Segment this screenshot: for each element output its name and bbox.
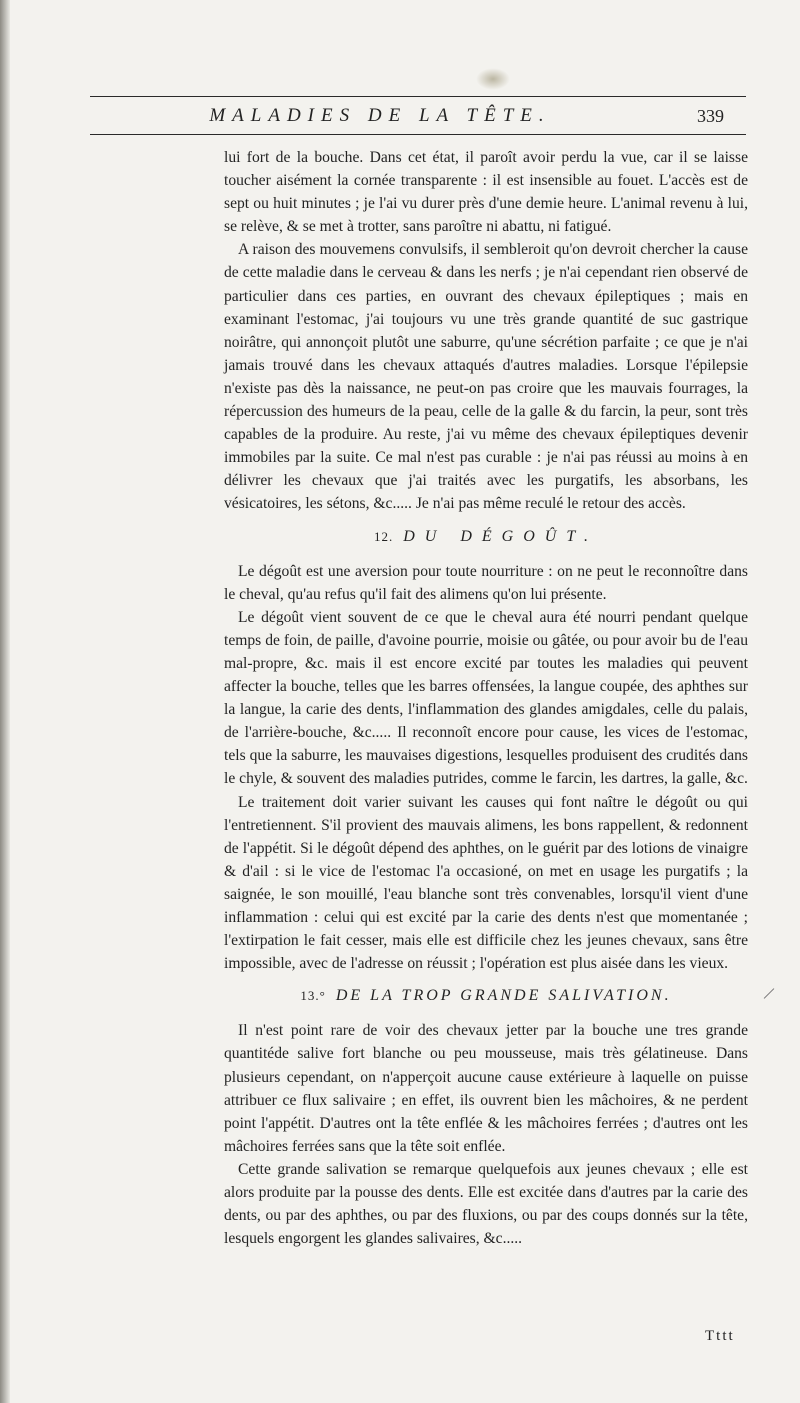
header-underline [90, 134, 746, 135]
section-number: 13.° [300, 988, 326, 1004]
section-number: 12. [373, 528, 394, 544]
section-title: DU DÉGOÛT. [403, 527, 599, 545]
margin-mark [764, 988, 775, 999]
paragraph: Cette grande salivation se remarque quelquefois aux jeunes chevaux ; elle est alors produite par la pousse des dents. Elle est excitée dans d'autres par la carie des dents, ou par des aphthes, ou par des fluxions, ou par des coups donnés sur la tête, lesquels engorgent les glandes salivaires, &c..... [224, 1160, 748, 1248]
page-gutter-shadow [0, 0, 10, 1403]
paragraph: Le dégoût est une aversion pour toute nourriture : on ne peut le reconnoître dans le cheval, qu'au refus qu'il fait des alimens qu'on lui présente. [224, 562, 748, 603]
top-rule [90, 96, 746, 97]
paragraph: lui fort de la bouche. Dans cet état, il paroît avoir perdu la vue, car il se laisse toucher aisément la cornée transparente : il est insensible au fouet. L'accès est de sept ou huit minutes ; je l'ai vu durer près d'une demie heure. L'animal revenu à lui, se relève, & se met à trotter, sans paroître ni abattu, ni fatigué. [224, 149, 748, 236]
paragraph: Le traitement doit varier suivant les causes qui font naître le dégoût ou qui l'entretiennent. S'il provient des mauvais alimens, les bons rappellent, & redonnent de l'appétit. Si le dégoût dépend des aphthes, on le guérit par des lotions de vinaigre & d'ail : si le vice de l'estomac l'a occasioné, on met en usage les purgatifs ; la saignée, le son mouillé, l'eau blanche sont très convenables, lorsqu'il vient d'une inflammation : celui qui est excité par la carie des dents n'est que momentanée ; l'extirpation le fait cesser, mais elle est difficile chez les jeunes chevaux, sans être impossible, avec de l'adresse on réussit ; l'opération est plus aisée dans les vieux. [224, 793, 748, 973]
body-text [224, 146, 748, 1250]
running-head: MALADIES DE LA TÊTE. [209, 105, 551, 126]
paragraph: Le dégoût vient souvent de ce que le cheval aura été nourri pendant quelque temps de foin, de paille, d'avoine pourrie, moisie ou gâtée, ou pour avoir bu de l'eau mal-propre, &c. mais il est encore excité par toutes les maladies qui peuvent affecter la bouche, telles que les barres offensées, la langue coupée, des aphthes sur la langue, la carie des dents, l'inflammation des glandes amigdales, celle du palais, de l'arrière-bouche, &c..... Il reconnoît encore pour cause, les vices de l'estomac, tels que la saburre, les mauvaises digestions, lesquelles produisent des crudités dans le chyle, & souvent des maladies putrides, comme le farcin, les dartres, la galle, &c. [224, 608, 748, 788]
section-title: DE LA TROP GRANDE SALIVATION. [335, 987, 672, 1005]
page-number: 339 [697, 106, 724, 126]
paragraph: A raison des mouvemens convulsifs, il sembleroit qu'on devroit chercher la cause de cette maladie dans le cerveau & dans les nerfs ; je n'ai cependant rien observé de particulier dans ces parties, en ouvrant des chevaux épileptiques ; mais en examinant l'estomac, j'ai toujours vu une très grande quantité de suc gastrique noirâtre, qui annonçoit plutôt une saburre, qu'une sécrétion parfaite ; ce que je n'ai jamais trouvé dans les chevaux attaqués d'autres maladies. Lorsque l'épilepsie n'existe pas dès la naissance, ne peut-on pas croire que les mauvais fourrages, la répercussion des humeurs de la peau, celle de la galle & du farcin, la peur, sont très capables de la produire. Au reste, j'ai vu même des chevaux épileptiques devenir immobiles par la suite. Ce mal n'est pas curable : je n'ai pas réussi au moins à en délivrer les chevaux que j'ai traités avec les purgatifs, les absorbans, les vésicatoires, les sétons, &c..... Je n'ai pas même reculé le retour des accès. [224, 241, 748, 513]
paragraph: Il n'est point rare de voir des chevaux jetter par la bouche une tres grande quantitéde salive fort blanche ou peu mousseuse, mais très gélatineuse. Dans plusieurs cependant, on n'apperçoit aucune cause extérieure à laquelle on puisse attribuer ce flux salivaire ; en effet, ils ouvrent bien les mâchoires, & ne perdent point l'appétit. D'autres ont la tête enflée & les mâchoires ferrées ; d'autres ont les mâchoires ferrées sans que la tête soit enflée. [224, 1022, 748, 1155]
ink-stain [476, 68, 510, 90]
signature-mark: Tttt [705, 1328, 735, 1344]
section-heading-degout [224, 525, 748, 548]
section-heading-salivation [224, 984, 748, 1007]
